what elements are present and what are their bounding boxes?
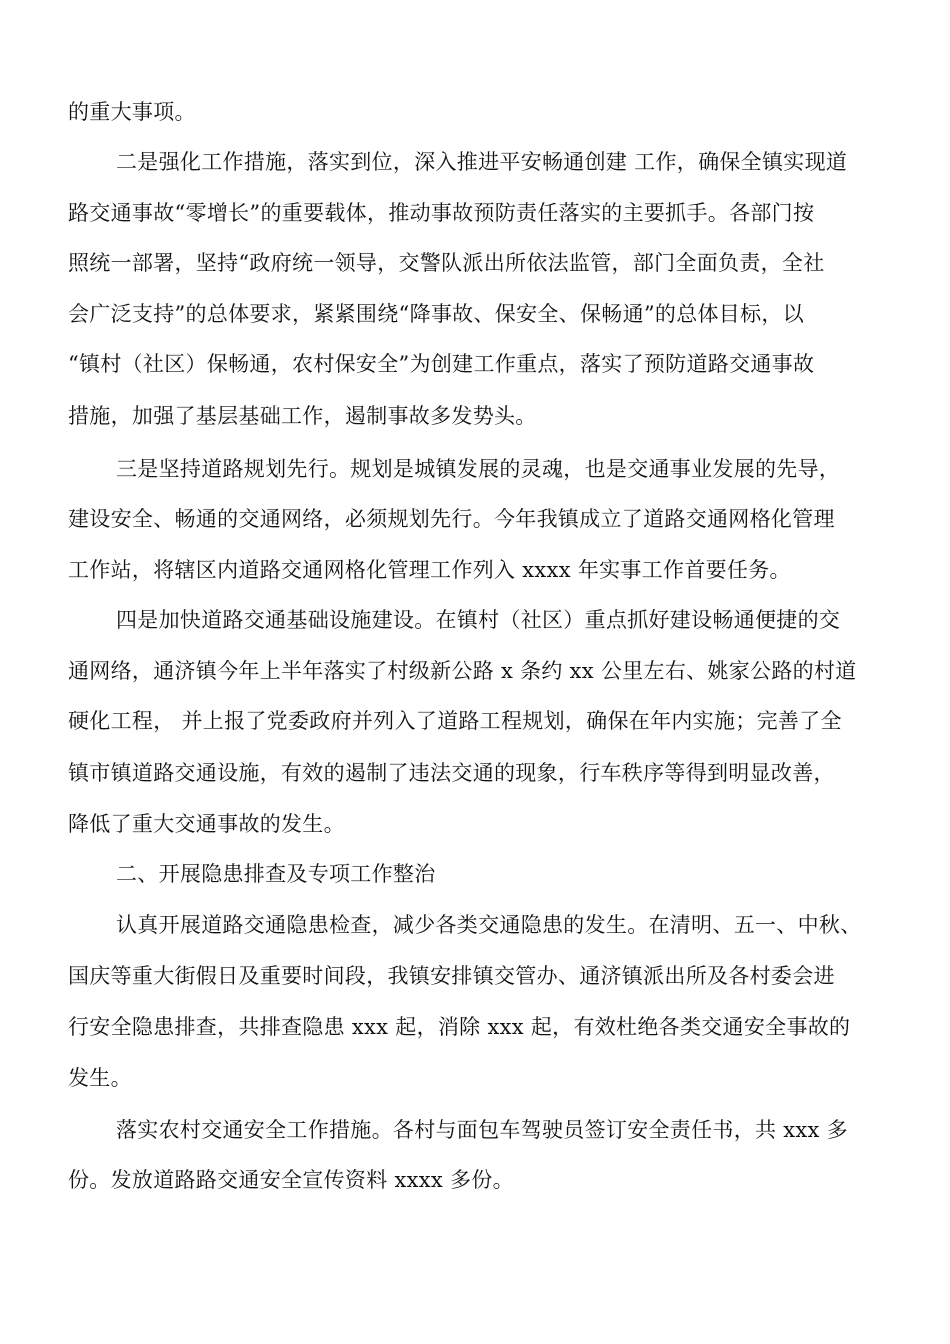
text-line: 发生。 xyxy=(68,1066,132,1090)
text-line: 会广泛支持”的总体要求，紧紧围绕“降事故、保安全、保畅通”的总体目标，以 xyxy=(68,302,805,326)
text-line: 认真开展道路交通隐患检查，减少各类交通隐患的发生。在清明、五一、中秋、 xyxy=(116,913,862,937)
text-line: 建设安全、畅通的交通网络，必须规划先行。今年我镇成立了道路交通网格化管理 xyxy=(68,507,835,531)
text-line: 落实农村交通安全工作措施。各村与面包车驾驶员签订安全责任书，共 xxx 多 xyxy=(116,1118,848,1142)
text-line: 通网络，通济镇今年上半年落实了村级新公路 x 条约 xx 公里左右、姚家公路的村道 xyxy=(68,659,857,683)
text-line: 二是强化工作措施，落实到位，深入推进平安畅通创建 工作，确保全镇实现道 xyxy=(116,150,848,174)
text-line: 行安全隐患排查，共排查隐患 xxx 起，消除 xxx 起，有效杜绝各类交通安全事故的 xyxy=(68,1015,851,1039)
text-line: “镇村（社区）保畅通，农村保安全”为创建工作重点，落实了预防道路交通事故 xyxy=(68,352,815,376)
text-line: 路交通事故“零增长”的重要载体，推动事故预防责任落实的主要抓手。各部门按 xyxy=(68,201,815,225)
text-line: 硬化工程， 并上报了党委政府并列入了道路工程规划，确保在年内实施；完善了全 xyxy=(68,709,842,733)
section-heading: 二、开展隐患排查及专项工作整治 xyxy=(116,862,436,886)
text-line: 镇市镇道路交通设施，有效的遏制了违法交通的现象，行车秩序等得到明显改善， xyxy=(68,761,835,785)
text-line: 份。发放道路路交通安全宣传资料 xxxx 多份。 xyxy=(68,1168,514,1192)
text-line: 国庆等重大街假日及重要时间段，我镇安排镇交管办、通济镇派出所及各村委会进 xyxy=(68,964,835,988)
text-line: 三是坚持道路规划先行。规划是城镇发展的灵魂，也是交通事业发展的先导， xyxy=(116,457,841,481)
text-line: 四是加快道路交通基础设施建设。在镇村（社区）重点抓好建设畅通便捷的交 xyxy=(116,608,841,632)
text-line: 降低了重大交通事故的发生。 xyxy=(68,812,345,836)
text-line: 工作站，将辖区内道路交通网格化管理工作列入 xxxx 年实事工作首要任务。 xyxy=(68,558,791,582)
text-line: 的重大事项。 xyxy=(68,100,196,124)
text-line: 照统一部署，坚持“政府统一领导，交警队派出所依法监管，部门全面负责，全社 xyxy=(68,251,825,275)
text-line: 措施，加强了基层基础工作，遏制事故多发势头。 xyxy=(68,404,537,428)
